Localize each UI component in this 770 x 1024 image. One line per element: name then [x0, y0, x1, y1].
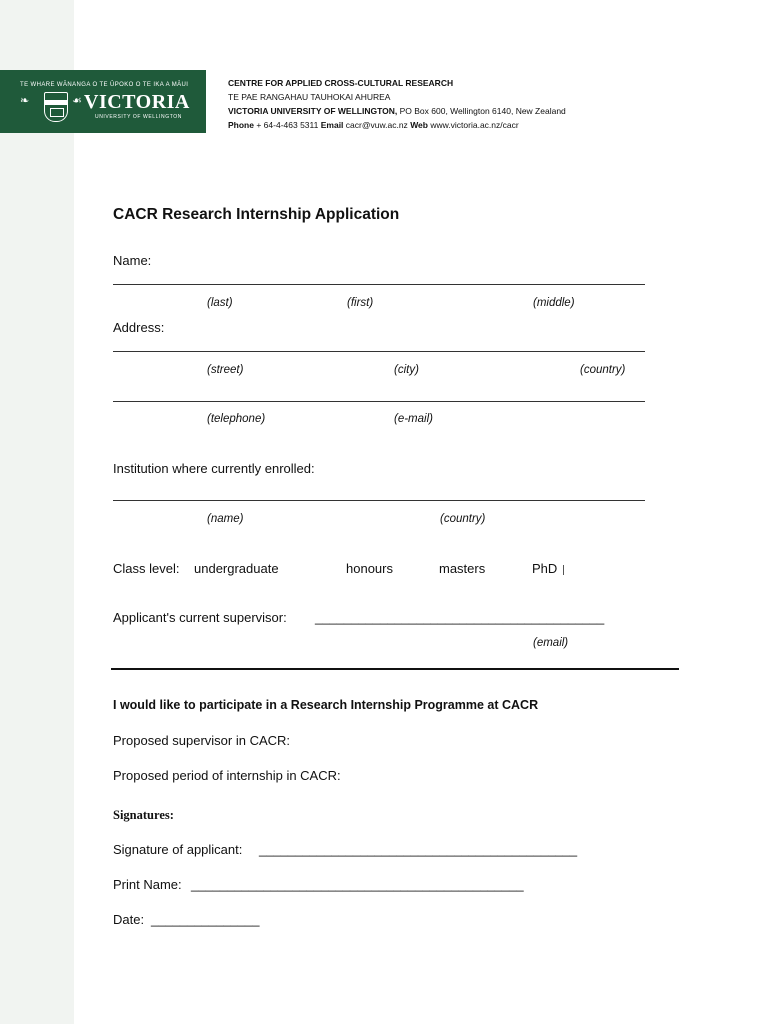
hint-first: (first) — [347, 297, 374, 309]
victoria-logo — [0, 70, 206, 133]
hint-institution-country: (country) — [440, 513, 486, 525]
contact-input-line[interactable] — [113, 401, 645, 402]
signatures-heading: Signatures: — [113, 808, 174, 822]
hint-institution-name: (name) — [207, 513, 244, 525]
print-name-line[interactable]: ______________________________________________ — [191, 877, 524, 892]
name-input-line[interactable] — [113, 284, 645, 285]
letterhead — [228, 76, 566, 132]
postal-address: PO Box 600, Wellington 6140, New Zealand — [399, 106, 566, 116]
email-label: Email — [320, 120, 344, 130]
institution-input-line[interactable] — [113, 500, 645, 501]
hint-last: (last) — [207, 297, 233, 309]
left-margin-strip — [0, 0, 74, 1024]
option-masters[interactable]: masters — [439, 561, 486, 576]
web-label: Web — [410, 120, 428, 130]
address-label: Address: — [113, 320, 165, 335]
fern-right-icon: ☙ — [72, 95, 82, 107]
option-phd[interactable]: PhD — [532, 561, 558, 576]
current-supervisor-label: Applicant's current supervisor: — [113, 610, 287, 625]
hint-middle: (middle) — [533, 297, 575, 309]
hint-telephone: (telephone) — [207, 413, 266, 425]
name-label: Name: — [113, 253, 152, 268]
signature-label: Signature of applicant: — [113, 842, 243, 857]
hint-email: (e-mail) — [394, 413, 433, 425]
date-line[interactable]: _______________ — [151, 912, 260, 927]
signature-line[interactable]: ____________________________________________ — [259, 842, 578, 857]
logo-motto: TE WHARE WĀNANGA O TE ŪPOKO O TE IKA A MĀUI — [20, 82, 189, 88]
proposed-supervisor-label: Proposed supervisor in CACR: — [113, 733, 291, 748]
option-undergraduate[interactable]: undergraduate — [194, 561, 279, 576]
option-honours[interactable]: honours — [346, 561, 393, 576]
hint-supervisor-email: (email) — [533, 637, 569, 649]
class-level-label: Class level: — [113, 561, 180, 576]
current-supervisor-line[interactable]: ________________________________________ — [315, 610, 605, 625]
phone-number: + 64-4-463 5311 — [256, 120, 319, 130]
section-divider — [111, 668, 679, 670]
hint-city: (city) — [394, 364, 419, 376]
date-label: Date: — [113, 912, 145, 927]
phone-label: Phone — [228, 120, 254, 130]
centre-name: CENTRE FOR APPLIED CROSS-CULTURAL RESEARCH — [228, 78, 454, 88]
maori-name: TE PAE RANGAHAU TAUHOKAI AHUREA — [228, 92, 391, 102]
phd-checkbox-mark[interactable] — [563, 565, 564, 575]
crest-icon — [44, 92, 68, 122]
web-address: www.victoria.ac.nz/cacr — [430, 120, 519, 130]
address-input-line[interactable] — [113, 351, 645, 352]
email-address: cacr@vuw.ac.nz — [345, 120, 408, 130]
university-name: VICTORIA UNIVERSITY OF WELLINGTON, — [228, 106, 398, 116]
logo-name: VICTORIA — [84, 91, 190, 113]
logo-subtitle: UNIVERSITY OF WELLINGTON — [95, 114, 183, 120]
section-heading: I would like to participate in a Research Internship Programme at CACR — [113, 698, 539, 712]
fern-left-icon: ❧ — [20, 95, 30, 107]
form-title: CACR Research Internship Application — [113, 206, 400, 223]
print-name-label: Print Name: — [113, 877, 182, 892]
hint-country: (country) — [580, 364, 626, 376]
institution-label: Institution where currently enrolled: — [113, 461, 315, 476]
hint-street: (street) — [207, 364, 244, 376]
proposed-period-label: Proposed period of internship in CACR: — [113, 768, 341, 783]
